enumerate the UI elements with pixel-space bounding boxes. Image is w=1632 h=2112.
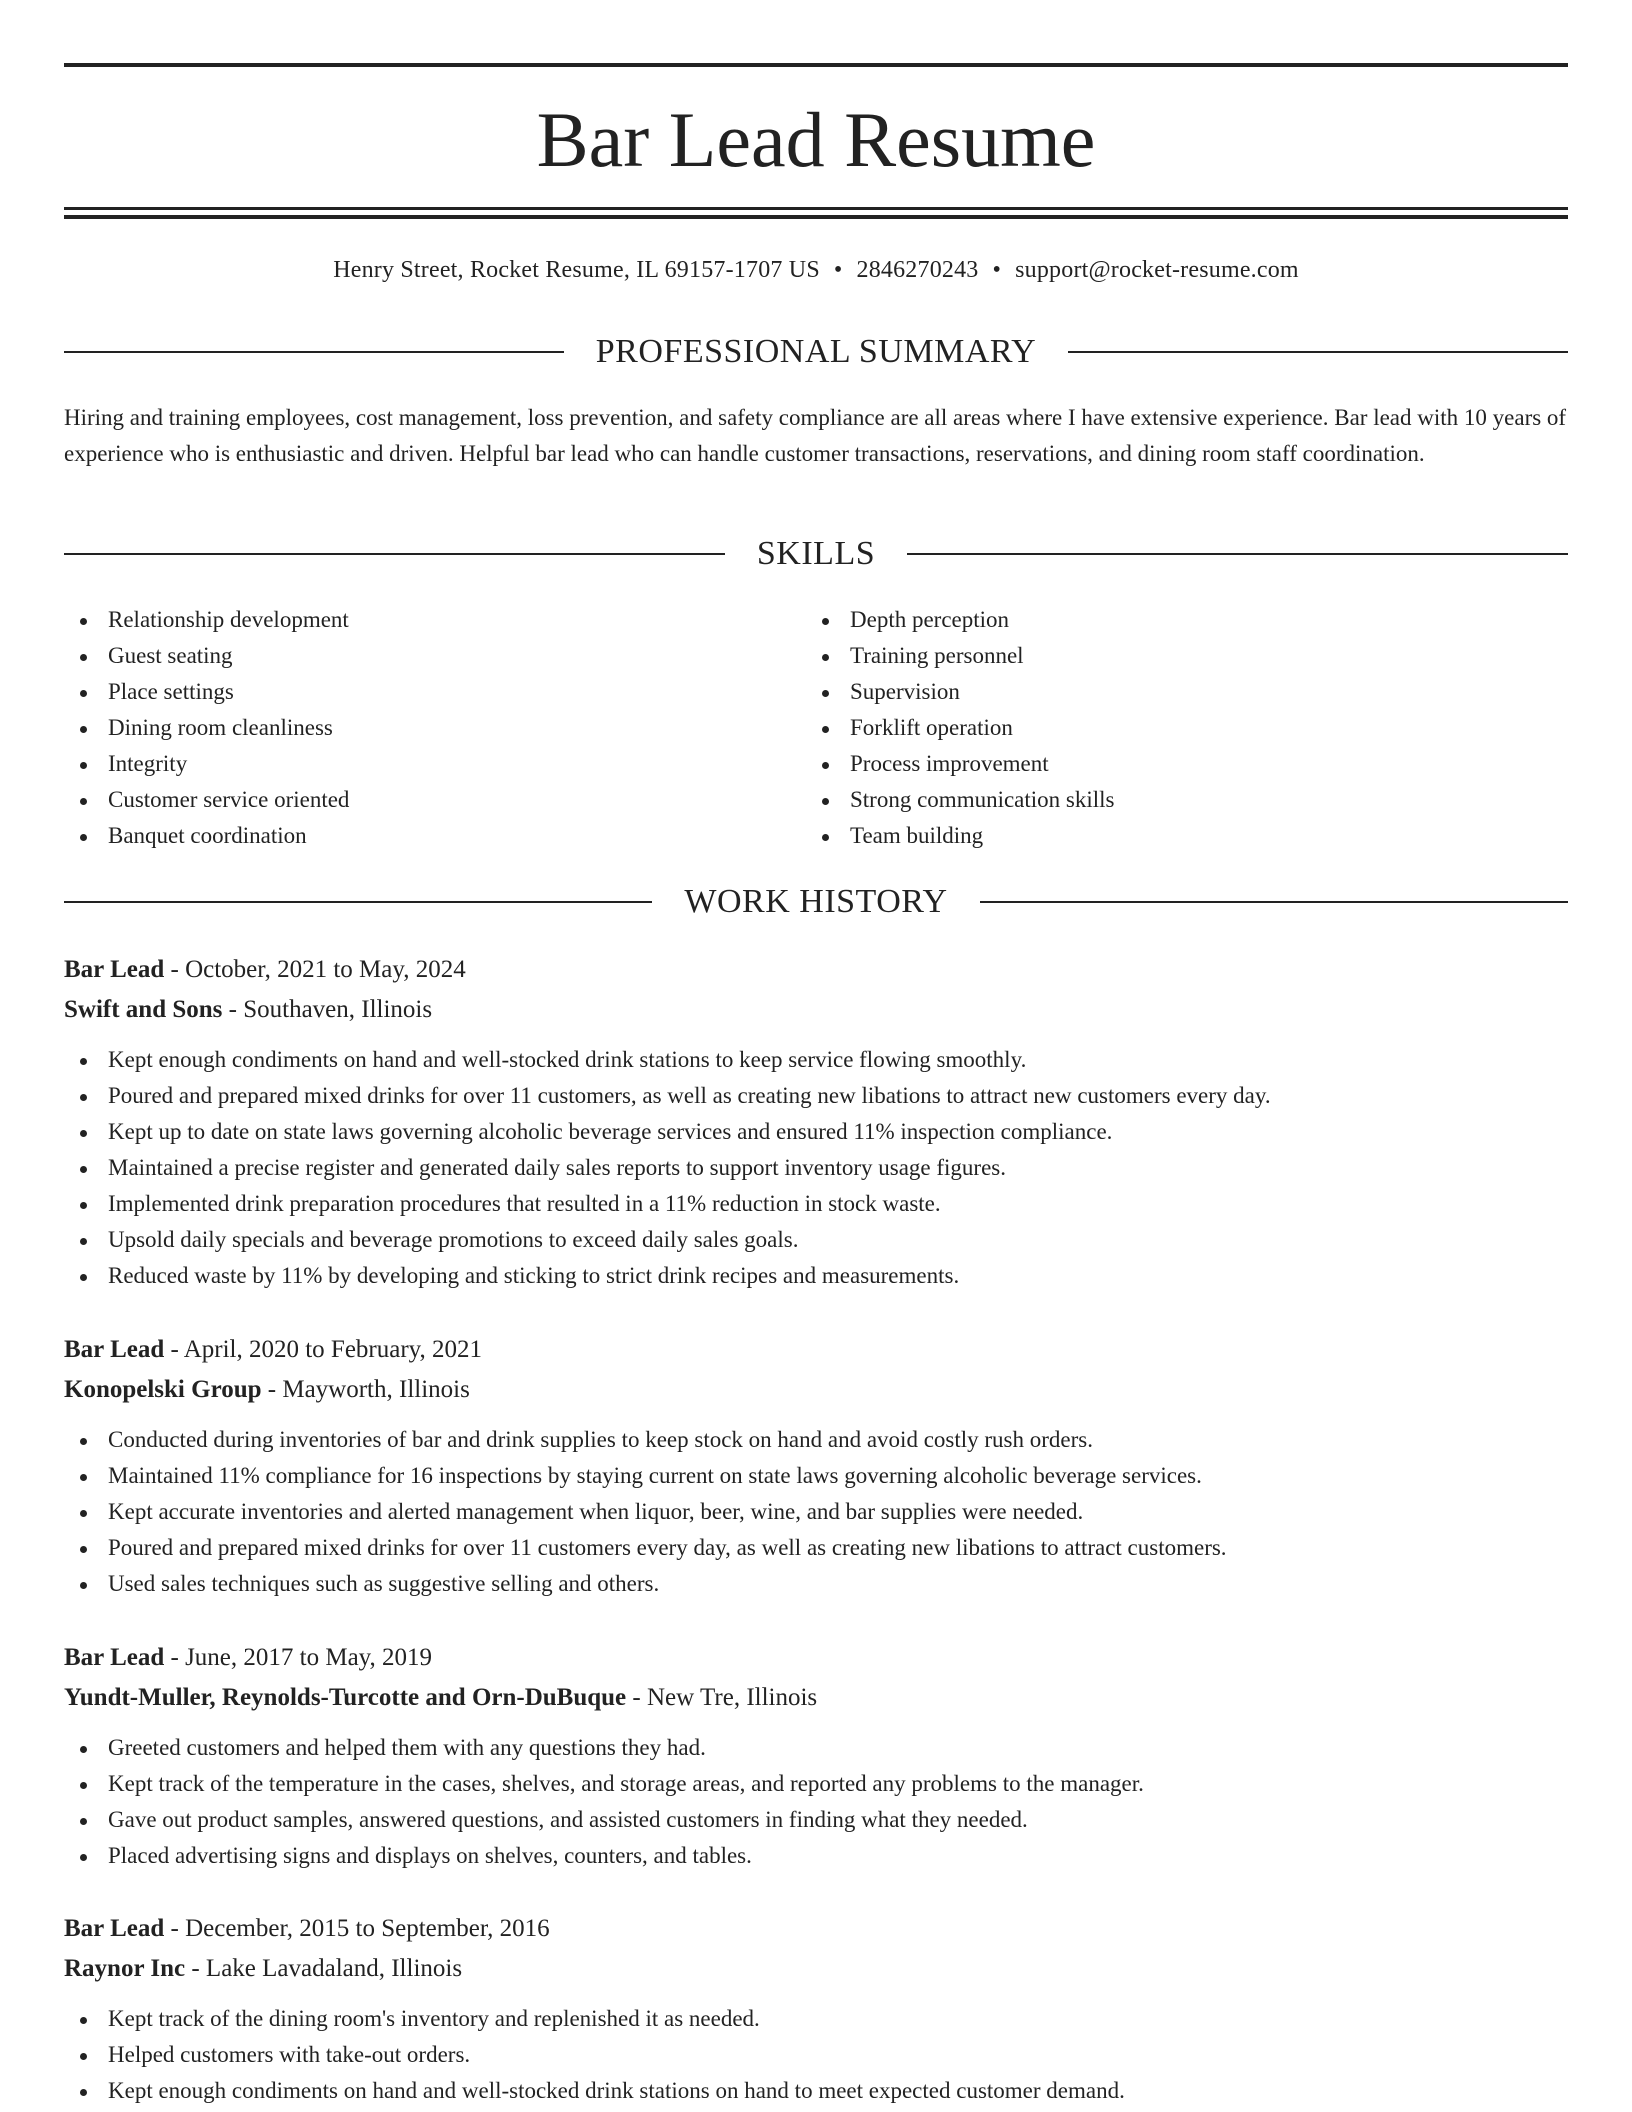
- list-item-text: Reduced waste by 11% by developing and sticking to strict drink recipes and measurements.: [108, 1263, 960, 1288]
- contact-address: Henry Street, Rocket Resume, IL 69157-1707 US: [333, 257, 820, 283]
- summary-text: Hiring and training employees, cost management, loss prevention, and safety compliance are all areas where I have extensive experience. Bar lead with 10 years of experience who is enthusiastic and driven. Helpful bar lead who can handle customer transactions, reservations, and dining room staff coordination.: [64, 405, 1567, 466]
- job-company: Yundt-Muller, Reynolds-Turcotte and Orn-DuBuque: [64, 1684, 627, 1711]
- bullet-icon: [80, 762, 87, 769]
- section-heading-work-history: [64, 882, 1568, 922]
- job-bullets: [64, 1422, 1568, 1602]
- bullet-icon: [822, 798, 829, 805]
- list-item-text: Implemented drink preparation procedures that resulted in a 11% reduction in stock waste.: [108, 1191, 941, 1216]
- job-company-line: [64, 990, 1568, 1030]
- section-heading-skills: [64, 534, 1568, 574]
- top-rule: [64, 63, 1568, 67]
- list-item: [64, 746, 804, 782]
- job-company: Konopelski Group: [64, 1376, 262, 1403]
- contact-info: [64, 254, 1568, 286]
- list-item-text: Gave out product samples, answered questions, and assisted customers in finding what they needed.: [108, 1807, 1028, 1832]
- list-item-text: Process improvement: [850, 751, 1049, 776]
- bullet-icon: [80, 2053, 87, 2060]
- heading-rule-right: [1068, 351, 1568, 353]
- bullet-icon: [80, 1582, 87, 1589]
- contact-email: support@rocket-resume.com: [1015, 257, 1299, 283]
- list-item: [806, 602, 1546, 638]
- list-item-text: Kept enough condiments on hand and well-stocked drink stations on hand to meet expected customer demand.: [108, 2078, 1125, 2103]
- bullet-icon: [80, 1782, 87, 1789]
- list-item: [64, 1078, 1568, 1114]
- heading-rule-left: [64, 351, 564, 353]
- heading-rule-right: [980, 901, 1568, 903]
- list-item-text: Training personnel: [850, 643, 1024, 668]
- list-item-text: Kept up to date on state laws governing alcoholic beverage services and ensured 11% inspection compliance.: [108, 1119, 1113, 1144]
- section-title: PROFESSIONAL SUMMARY: [595, 333, 1037, 370]
- list-item-text: Supervision: [850, 679, 960, 704]
- bullet-icon: [80, 690, 87, 697]
- list-item: [64, 1042, 1568, 1078]
- list-item-text: Kept enough condiments on hand and well-stocked drink stations to keep service flowing smoothly.: [108, 1047, 1027, 1072]
- job-entry: [64, 950, 1568, 1294]
- list-item-text: Place settings: [108, 679, 234, 704]
- list-item: [64, 782, 804, 818]
- bullet-icon: [80, 1474, 87, 1481]
- job-entry: [64, 1909, 1568, 2109]
- list-item-text: Helped customers with take-out orders.: [108, 2042, 471, 2067]
- bullet-icon: [80, 2017, 87, 2024]
- list-item-text: Dining room cleanliness: [108, 715, 333, 740]
- job-title: Bar Lead: [64, 1915, 165, 1942]
- list-item-text: Relationship development: [108, 607, 349, 632]
- bullet-icon: [822, 834, 829, 841]
- contact-phone: 2846270243: [856, 257, 979, 283]
- list-item-text: Greeted customers and helped them with any questions they had.: [108, 1735, 706, 1760]
- section-title: SKILLS: [756, 535, 876, 572]
- list-item: [64, 1186, 1568, 1222]
- list-item: [64, 1766, 1568, 1802]
- bullet-icon: [822, 654, 829, 661]
- list-item-text: Kept track of the temperature in the cases, shelves, and storage areas, and reported any problems to the manager.: [108, 1771, 1144, 1796]
- list-item-text: Poured and prepared mixed drinks for over 11 customers every day, as well as creating new libations to attract customers.: [108, 1535, 1227, 1560]
- list-item-text: Maintained a precise register and generated daily sales reports to support inventory usage figures.: [108, 1155, 1006, 1180]
- list-item: [64, 2073, 1568, 2109]
- list-item-text: Kept track of the dining room's inventory and replenished it as needed.: [108, 2006, 760, 2031]
- list-item: [806, 782, 1546, 818]
- job-company-line: [64, 1370, 1568, 1410]
- list-item: [64, 1530, 1568, 1566]
- job-title-line: [64, 1638, 1568, 1678]
- job-location: - Mayworth, Illinois: [261, 1376, 470, 1403]
- list-item: [64, 1838, 1568, 1874]
- heading-rule-right: [907, 553, 1568, 555]
- contact-separator: •: [833, 257, 843, 283]
- list-item: [806, 746, 1546, 782]
- skills-column-right: [806, 602, 1546, 854]
- list-item: [64, 638, 804, 674]
- bullet-icon: [80, 1746, 87, 1753]
- list-item-text: Upsold daily specials and beverage promotions to exceed daily sales goals.: [108, 1227, 799, 1252]
- bullet-icon: [80, 1094, 87, 1101]
- list-item-text: Forklift operation: [850, 715, 1013, 740]
- bullet-icon: [822, 690, 829, 697]
- job-title-line: [64, 1909, 1568, 1949]
- bullet-icon: [822, 762, 829, 769]
- list-item: [806, 638, 1546, 674]
- bullet-icon: [80, 1854, 87, 1861]
- page-title: Bar Lead Resume: [536, 96, 1096, 183]
- list-item: [806, 674, 1546, 710]
- job-dates: - April, 2020 to February, 2021: [164, 1336, 483, 1363]
- job-location: - Lake Lavadaland, Illinois: [185, 1955, 463, 1982]
- job-company: Raynor Inc: [64, 1955, 186, 1982]
- list-item: [806, 710, 1546, 746]
- job-dates: - October, 2021 to May, 2024: [164, 956, 466, 983]
- section-title: WORK HISTORY: [684, 883, 948, 920]
- bullet-icon: [80, 1130, 87, 1137]
- list-item: [64, 818, 804, 854]
- list-item-text: Team building: [850, 823, 984, 848]
- job-bullets: [64, 1730, 1568, 1874]
- list-item: [64, 1222, 1568, 1258]
- list-item: [64, 2037, 1568, 2073]
- bullet-icon: [822, 618, 829, 625]
- bullet-icon: [80, 1438, 87, 1445]
- bullet-icon: [80, 1166, 87, 1173]
- bullet-icon: [80, 1546, 87, 1553]
- list-item: [64, 1422, 1568, 1458]
- job-title-line: [64, 950, 1568, 990]
- list-item-text: Placed advertising signs and displays on shelves, counters, and tables.: [108, 1843, 752, 1868]
- skills-column-left: [64, 602, 804, 854]
- bullet-icon: [80, 834, 87, 841]
- bullet-icon: [822, 726, 829, 733]
- job-bullets: [64, 1042, 1568, 1294]
- list-item: [64, 1802, 1568, 1838]
- list-item: [64, 2001, 1568, 2037]
- title-rule-lower: [64, 215, 1568, 219]
- job-dates: - December, 2015 to September, 2016: [164, 1915, 550, 1942]
- bullet-icon: [80, 618, 87, 625]
- job-title-line: [64, 1330, 1568, 1370]
- contact-separator: •: [992, 257, 1002, 283]
- list-item: [806, 818, 1546, 854]
- bullet-icon: [80, 654, 87, 661]
- bullet-icon: [80, 1202, 87, 1209]
- bullet-icon: [80, 1238, 87, 1245]
- job-entry: [64, 1330, 1568, 1602]
- list-item-text: Conducted during inventories of bar and drink supplies to keep stock on hand and avoid costly rush orders.: [108, 1427, 1093, 1452]
- heading-rule-left: [64, 901, 652, 903]
- list-item: [64, 1150, 1568, 1186]
- list-item: [64, 1258, 1568, 1294]
- heading-rule-left: [64, 553, 725, 555]
- skills-list-right: [806, 602, 1546, 854]
- list-item: [64, 1566, 1568, 1602]
- job-title: Bar Lead: [64, 1336, 165, 1363]
- list-item: [64, 1114, 1568, 1150]
- job-company-line: [64, 1949, 1568, 1989]
- job-company-line: [64, 1678, 1568, 1718]
- bullet-icon: [80, 798, 87, 805]
- list-item-text: Banquet coordination: [108, 823, 307, 848]
- job-dates: - June, 2017 to May, 2019: [164, 1644, 433, 1671]
- list-item-text: Strong communication skills: [850, 787, 1115, 812]
- section-heading-summary: [64, 332, 1568, 372]
- list-item: [64, 710, 804, 746]
- list-item-text: Integrity: [108, 751, 188, 776]
- job-title: Bar Lead: [64, 956, 165, 983]
- job-location: - Southaven, Illinois: [222, 996, 433, 1023]
- list-item: [64, 1458, 1568, 1494]
- job-bullets: [64, 2001, 1568, 2109]
- bullet-icon: [80, 1274, 87, 1281]
- bullet-icon: [80, 726, 87, 733]
- job-entry: [64, 1638, 1568, 1874]
- bullet-icon: [80, 1818, 87, 1825]
- list-item-text: Poured and prepared mixed drinks for over 11 customers, as well as creating new libations to attract new customers every day.: [108, 1083, 1271, 1108]
- list-item: [64, 674, 804, 710]
- list-item-text: Customer service oriented: [108, 787, 350, 812]
- list-item-text: Used sales techniques such as suggestive selling and others.: [108, 1571, 660, 1596]
- list-item-text: Maintained 11% compliance for 16 inspections by staying current on state laws governing alcoholic beverage services.: [108, 1463, 1202, 1488]
- bullet-icon: [80, 1510, 87, 1517]
- job-company: Swift and Sons: [64, 996, 223, 1023]
- list-item: [64, 1730, 1568, 1766]
- bullet-icon: [80, 1058, 87, 1065]
- title-rule-upper: [64, 207, 1568, 210]
- list-item-text: Kept accurate inventories and alerted management when liquor, beer, wine, and bar supplies were needed.: [108, 1499, 1084, 1524]
- skills-list-left: [64, 602, 804, 854]
- job-title: Bar Lead: [64, 1644, 165, 1671]
- list-item: [64, 1494, 1568, 1530]
- list-item-text: Depth perception: [850, 607, 1010, 632]
- list-item: [64, 602, 804, 638]
- bullet-icon: [80, 2089, 87, 2096]
- job-location: - New Tre, Illinois: [626, 1684, 818, 1711]
- list-item-text: Guest seating: [108, 643, 233, 668]
